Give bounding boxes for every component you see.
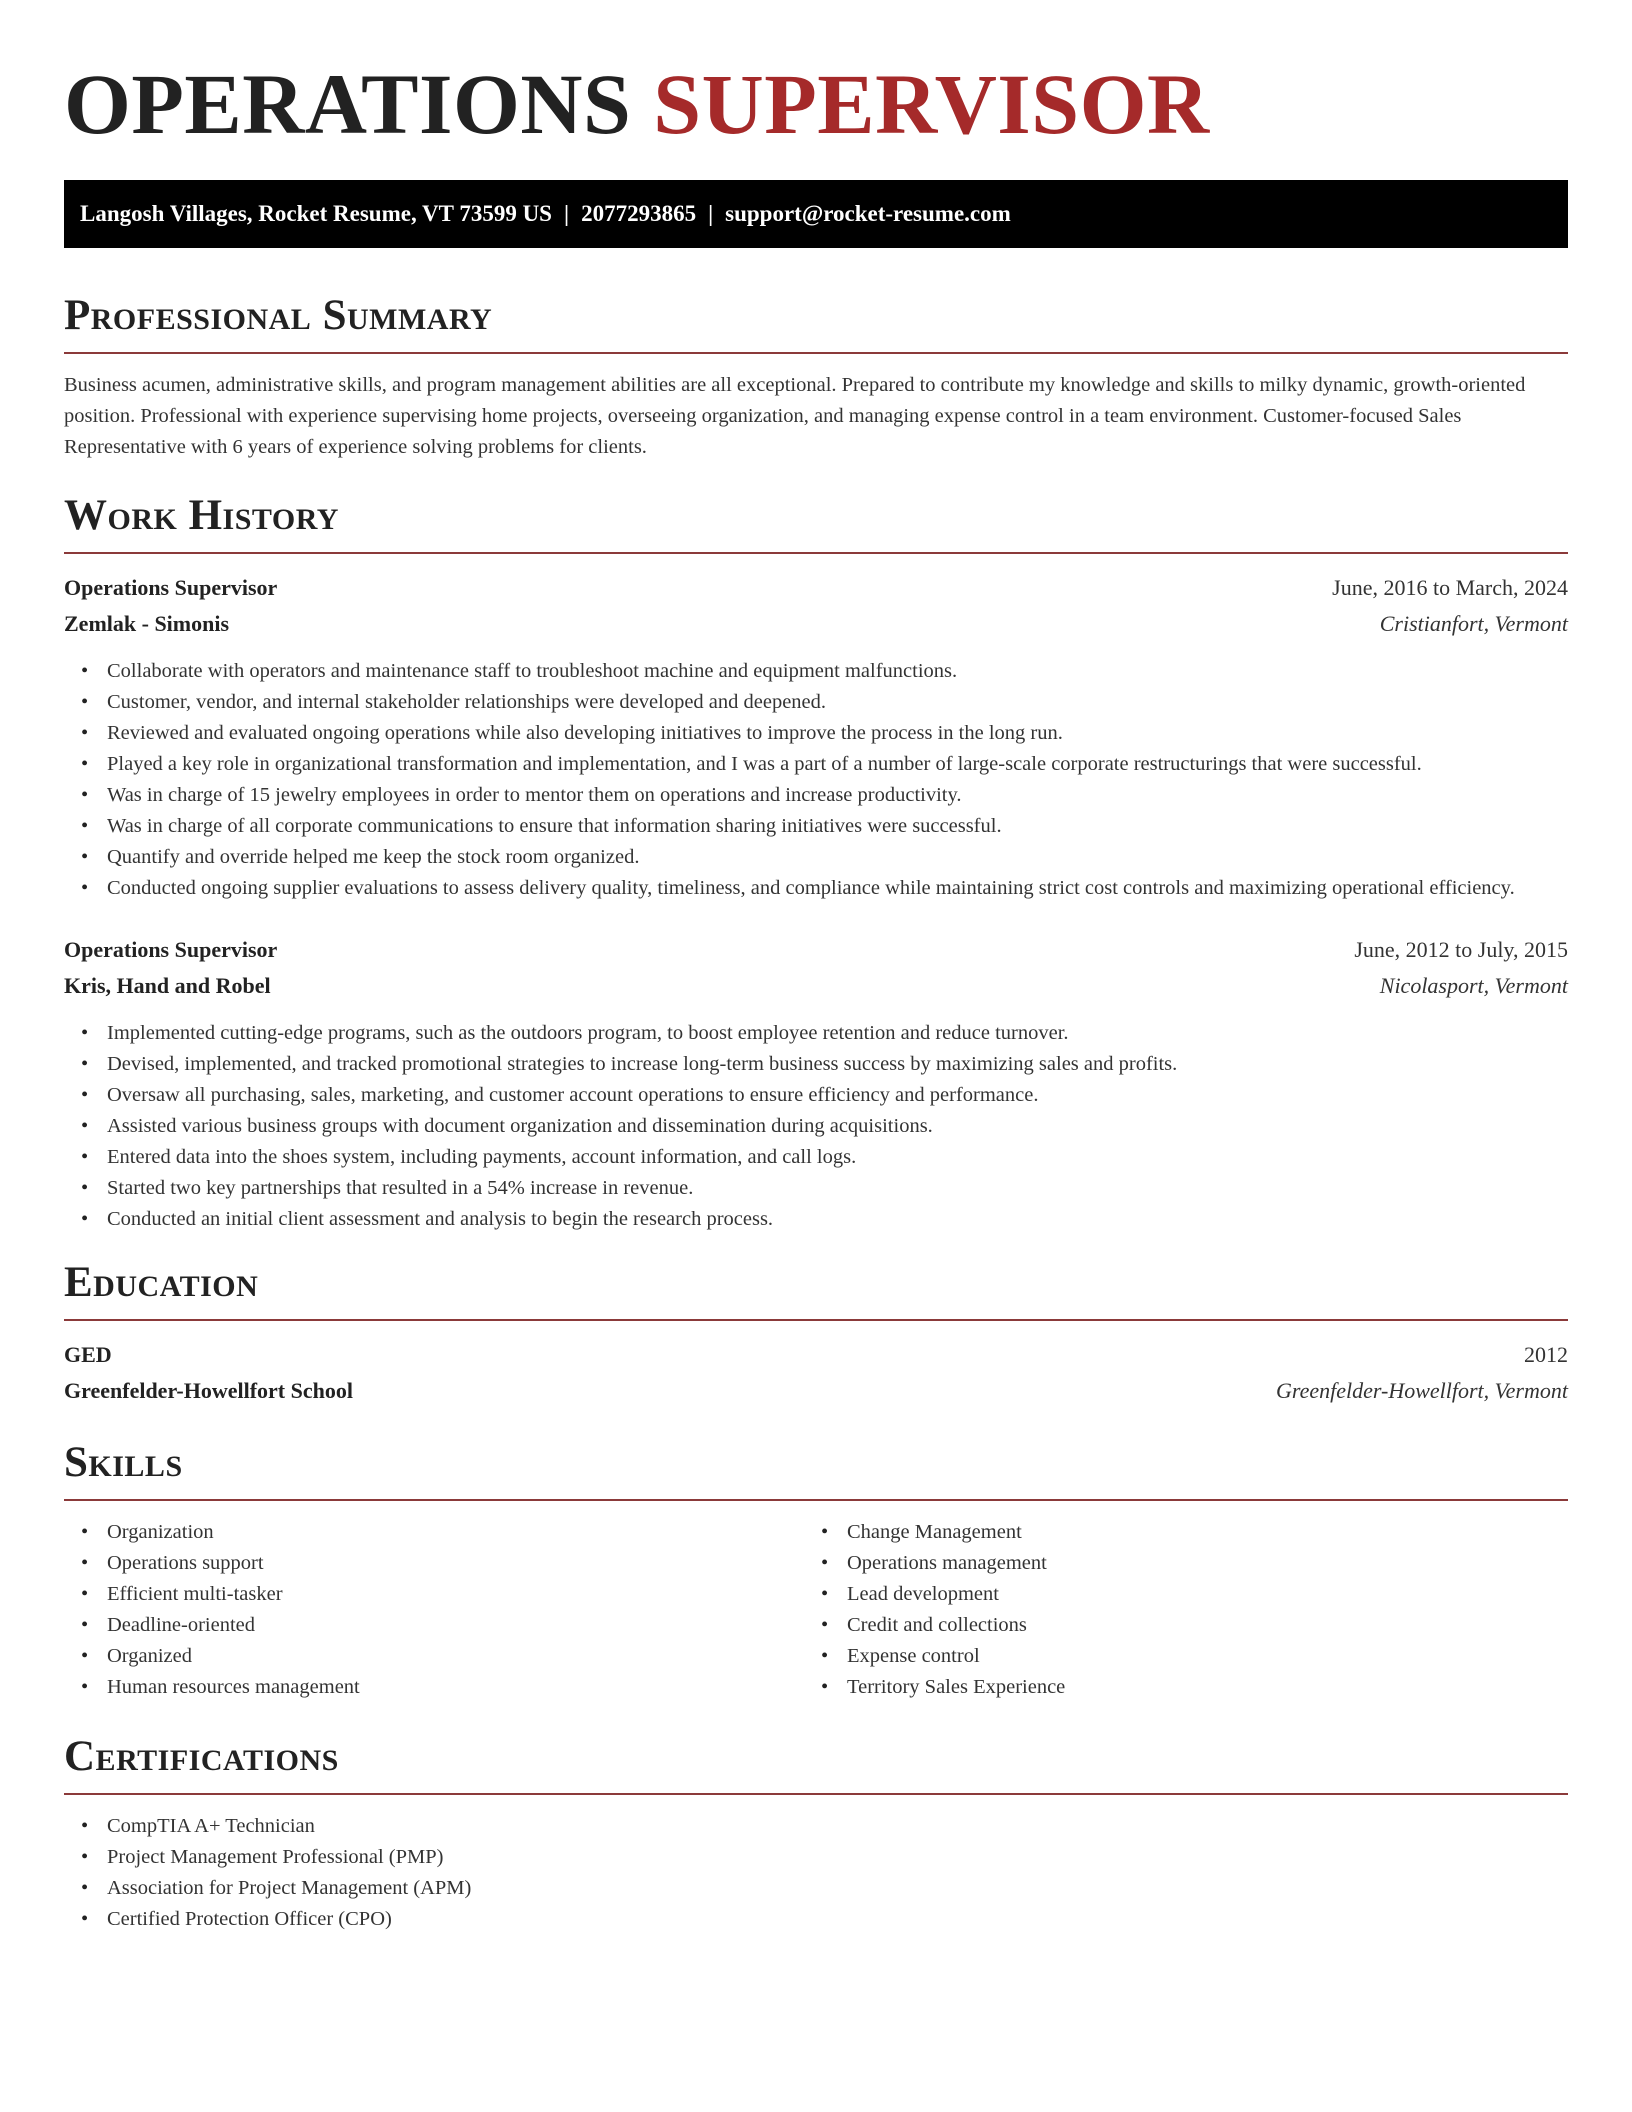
job-entry [64, 570, 1568, 904]
summary-heading: Professional Summary [64, 292, 493, 339]
contact-separator: | [563, 201, 570, 226]
job-bullet: • Conducted an initial client assessment and analysis to begin the research process. [107, 1204, 1568, 1235]
job-location: Nicolasport, Vermont [1379, 973, 1568, 998]
skill-item: • Operations management [847, 1548, 1544, 1579]
job-bullet: • Reviewed and evaluated ongoing operations while also developing initiatives to improve the process in the long run. [107, 718, 1568, 749]
skills-list [64, 1517, 804, 1703]
job-bullet: • Conducted ongoing supplier evaluations to assess delivery quality, timeliness, and compliance while maintaining strict cost controls and maximizing operational efficiency. [107, 873, 1568, 904]
title-second-word: SUPERVISOR [653, 56, 1210, 152]
summary-text: Business acumen, administrative skills, and program management abilities are all exceptional. Prepared to contribute my knowledge and skills to milky dynamic, growth-oriented position. Professional with experience supervising home projects, overseeing organization, and managing expense control in a team environment. Customer-focused Sales Representative with 6 years of experience solving problems for clients. [64, 374, 1526, 458]
section-divider [64, 1319, 1568, 1321]
work-history-heading: Work History [64, 492, 339, 539]
section-divider [64, 1793, 1568, 1795]
job-bullet: • Started two key partnerships that resulted in a 54% increase in revenue. [107, 1173, 1568, 1204]
job-bullet: • Oversaw all purchasing, sales, marketing, and customer account operations to ensure efficiency and performance. [107, 1080, 1568, 1111]
job-location: Cristianfort, Vermont [1379, 611, 1568, 636]
certifications-section [64, 1731, 1568, 1935]
contact-email: support@rocket-resume.com [725, 201, 1011, 226]
education-degree: GED [64, 1342, 112, 1367]
section-divider [64, 552, 1568, 554]
work-history-section [64, 490, 1568, 1235]
job-bullets [64, 1018, 1568, 1235]
skill-item: • Organized [107, 1641, 804, 1672]
job-bullet: • Played a key role in organizational transformation and implementation, and I was a part of a number of large-scale corporate restructurings that were successful. [107, 749, 1568, 780]
job-bullet: • Assisted various business groups with document organization and dissemination during acquisitions. [107, 1111, 1568, 1142]
skill-item: • Human resources management [107, 1672, 804, 1703]
skill-item: • Operations support [107, 1548, 804, 1579]
skills-heading: Skills [64, 1439, 183, 1486]
job-dates: June, 2012 to July, 2015 [1354, 937, 1568, 962]
skill-item: • Change Management [847, 1517, 1544, 1548]
education-heading: Education [64, 1259, 259, 1306]
skill-item: • Territory Sales Experience [847, 1672, 1544, 1703]
skills-list [804, 1517, 1544, 1703]
job-company-row [64, 968, 1568, 1004]
contact-address: Langosh Villages, Rocket Resume, VT 73599 US [80, 201, 552, 226]
job-title-row [64, 570, 1568, 606]
education-school-row [64, 1373, 1568, 1409]
job-bullet: • Was in charge of all corporate communications to ensure that information sharing initiatives were successful. [107, 811, 1568, 842]
skills-grid [64, 1517, 1568, 1703]
job-bullet: • Implemented cutting-edge programs, such as the outdoors program, to boost employee retention and reduce turnover. [107, 1018, 1568, 1049]
section-divider [64, 1499, 1568, 1501]
job-bullet: • Collaborate with operators and maintenance staff to troubleshoot machine and equipment malfunctions. [107, 656, 1568, 687]
job-dates: June, 2016 to March, 2024 [1332, 575, 1568, 600]
job-bullet: • Entered data into the shoes system, including payments, account information, and call logs. [107, 1142, 1568, 1173]
certification-item: • Project Management Professional (PMP) [107, 1842, 1568, 1873]
skill-item: • Deadline-oriented [107, 1610, 804, 1641]
contact-phone: 2077293865 [581, 201, 697, 226]
job-title-row [64, 932, 1568, 968]
job-company: Kris, Hand and Robel [64, 973, 271, 998]
job-entry [64, 932, 1568, 1235]
title-first-word: OPERATIONS [64, 56, 632, 152]
education-degree-row [64, 1337, 1568, 1373]
contact-separator: | [708, 201, 714, 226]
certifications-list [64, 1811, 1568, 1935]
job-title: Operations Supervisor [64, 575, 278, 600]
skills-column-left [64, 1517, 804, 1703]
skill-item: • Lead development [847, 1579, 1544, 1610]
certification-item: • Certified Protection Officer (CPO) [107, 1904, 1568, 1935]
job-bullet: • Was in charge of 15 jewelry employees in order to mentor them on operations and increase productivity. [107, 780, 1568, 811]
education-school: Greenfelder-Howellfort School [64, 1378, 353, 1403]
certification-item: • CompTIA A+ Technician [107, 1811, 1568, 1842]
certification-item: • Association for Project Management (APM) [107, 1873, 1568, 1904]
education-location: Greenfelder-Howellfort, Vermont [1275, 1378, 1568, 1403]
certifications-heading: Certifications [64, 1733, 339, 1780]
education-entry [64, 1337, 1568, 1409]
job-company: Zemlak - Simonis [64, 611, 230, 636]
education-year: 2012 [1524, 1342, 1568, 1367]
summary-section [64, 290, 1568, 463]
section-divider [64, 352, 1568, 354]
skills-column-right [804, 1517, 1544, 1703]
skills-section [64, 1437, 1568, 1703]
resume-title [64, 0, 1568, 152]
skill-item: • Organization [107, 1517, 804, 1548]
skill-item: • Credit and collections [847, 1610, 1544, 1641]
job-bullets [64, 656, 1568, 904]
contact-bar [64, 180, 1568, 248]
skill-item: • Expense control [847, 1641, 1544, 1672]
skill-item: • Efficient multi-tasker [107, 1579, 804, 1610]
education-section [64, 1257, 1568, 1409]
job-bullet: • Devised, implemented, and tracked promotional strategies to increase long-term business success by maximizing sales and profits. [107, 1049, 1568, 1080]
job-bullet: • Customer, vendor, and internal stakeholder relationships were developed and deepened. [107, 687, 1568, 718]
job-title: Operations Supervisor [64, 937, 278, 962]
job-bullet: • Quantify and override helped me keep the stock room organized. [107, 842, 1568, 873]
job-company-row [64, 606, 1568, 642]
